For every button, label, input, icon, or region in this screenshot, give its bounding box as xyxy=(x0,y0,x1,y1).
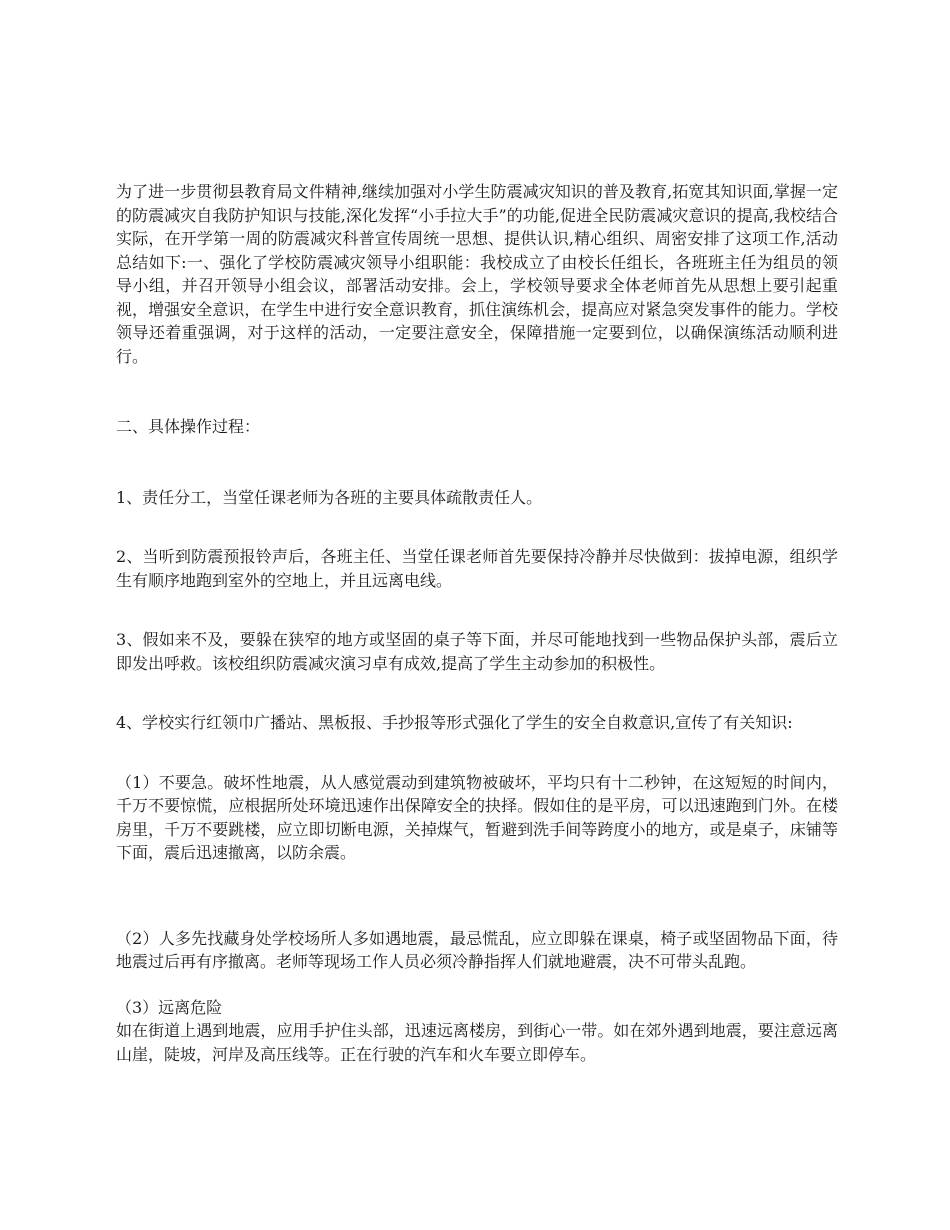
step-3-paragraph: 3、假如来不及，要躲在狭窄的地方或坚固的桌子等下面，并尽可能地找到一些物品保护头部，震后立即发出呼救。该校组织防震减灾演习卓有成效,提高了学生主动参加的积极性。 xyxy=(116,630,838,673)
tip-3-title: （3）远离危险 xyxy=(116,997,223,1017)
intro-paragraph: 为了进一步贯彻县教育局文件精神,继续加强对小学生防震减灾知识的普及教育,拓宽其知识面,掌握一定的防震减灾自我防护知识与技能,深化发挥“小手拉大手”的功能,促进全民防震减灾意识的提高,我校结合实际，在开学第一周的防震减灾科普宣传周统一思想、提供认识,精心组织、周密安排了这项工作,活动总结如下:一、强化了学校防震减灾领导小组职能：我校成立了由校长任组长，各班班主任为组员的领导小组，并召开领导小组会议，部署活动安排。会上，学校领导要求全体老师首先从思想上要引起重视，增强安全意识，在学生中进行安全意识教育，抓住演练机会，提高应对紧急突发事件的能力。学校领导还着重强调，对于这样的活动，一定要注意安全，保障措施一定要到位，以确保演练活动顺利进行。 xyxy=(116,182,838,366)
tip-1-paragraph: （1）不要急。破坏性地震，从人感觉震动到建筑物被破坏，平均只有十二秒钟，在这短短的时间内，千万不要惊慌，应根据所处环境迅速作出保障安全的抉择。假如住的是平房，可以迅速跑到门外。在楼房里，千万不要跳楼，应立即切断电源，关掉煤气，暂避到洗手间等跨度小的地方，或是桌子，床铺等下面，震后迅速撤离，以防余震。 xyxy=(116,772,838,862)
section-heading: 二、具体操作过程： xyxy=(116,417,261,436)
step-2-paragraph: 2、当听到防震预报铃声后，各班主任、当堂任课老师首先要保持冷静并尽快做到：拔掉电源，组织学生有顺序地跑到室外的空地上，并且远离电线。 xyxy=(116,547,838,590)
step-1-paragraph: 1、责任分工，当堂任课老师为各班的主要具体疏散责任人。 xyxy=(116,487,543,507)
tip-3-body: 如在街道上遇到地震，应用手护住头部，迅速远离楼房，到街心一带。如在郊外遇到地震，要注意远离山崖，陡坡，河岸及高压线等。正在行驶的汽车和火车要立即停车。 xyxy=(116,1021,838,1064)
document-body xyxy=(116,180,838,1066)
step-4-paragraph: 4、学校实行红领巾广播站、黑板报、手抄报等形式强化了学生的安全自救意识,宣传了有关知识: xyxy=(116,713,793,732)
tip-2-paragraph: （2）人多先找藏身处学校场所人多如遇地震，最忌慌乱，应立即躲在课桌，椅子或坚固物品下面，待地震过后再有序撤离。老师等现场工作人员必须冷静指挥人们就地避震，决不可带头乱跑。 xyxy=(116,928,838,971)
